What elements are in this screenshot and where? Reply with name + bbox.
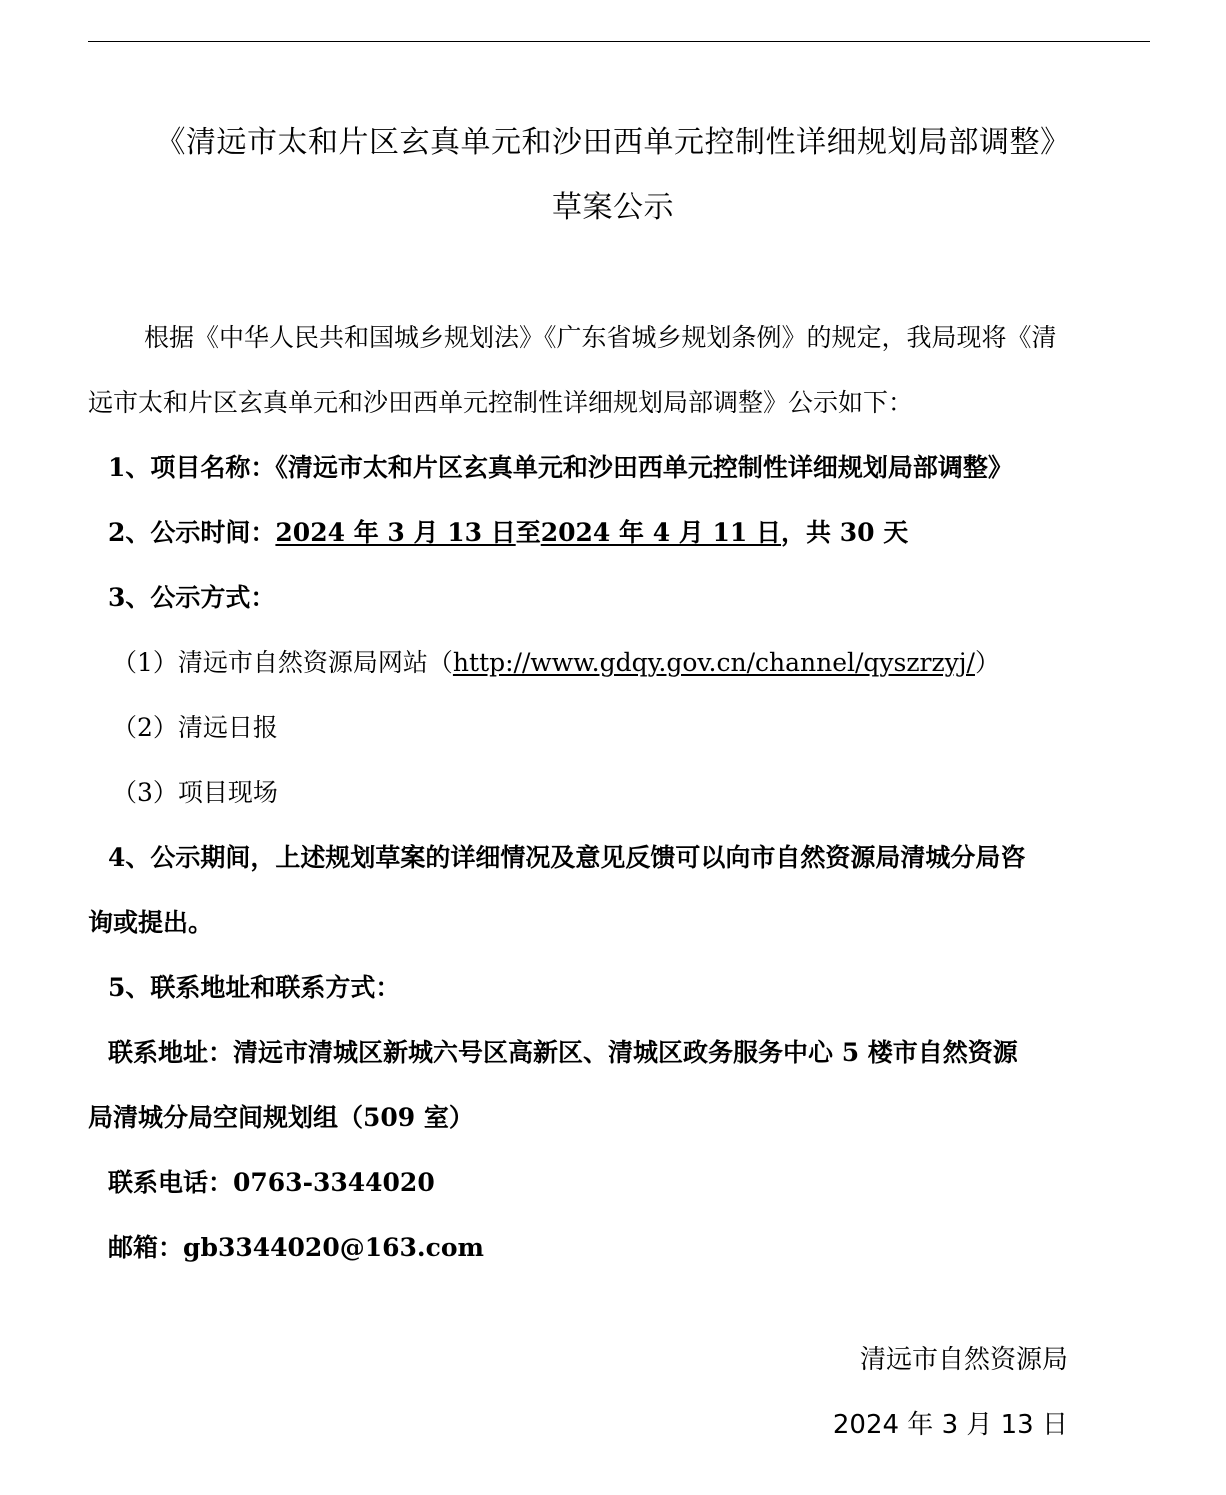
method-website-close: ） [974, 648, 1000, 677]
contact-phone: 联系电话：0763-3344020 [108, 1168, 435, 1197]
item-feedback-line-2: 询或提出。 [88, 908, 214, 937]
item-project-name: 1、项目名称：《清远市太和片区玄真单元和沙田西单元控制性详细规划局部调整》 [108, 453, 1013, 482]
method-site: （3）项目现场 [112, 778, 278, 807]
header-rule [88, 41, 1150, 42]
contact-email: 邮箱：gb3344020@163.com [108, 1233, 484, 1262]
method-website-label: （1）清远市自然资源局网站（ [112, 648, 453, 677]
signer-organization: 清远市自然资源局 [859, 1345, 1068, 1375]
intro-line-1: 根据《中华人民共和国城乡规划法》《广东省城乡规划条例》的规定，我局现将《清 [144, 323, 1057, 352]
contact-address-line-2: 局清城分局空间规划组（509 室） [88, 1103, 474, 1132]
website-link[interactable]: http://www.gdqy.gov.cn/channel/qyszrzyj/ [452, 648, 975, 677]
item-contact-heading: 5、联系地址和联系方式： [108, 973, 401, 1002]
item-publicity-methods: 3、公示方式： [108, 583, 276, 612]
item-feedback-line-1: 4、公示期间，上述规划草案的详细情况及意见反馈可以向市自然资源局清城分局咨 [108, 843, 1026, 872]
publicity-end-date: 2024 年 4 月 11 日 [540, 518, 782, 547]
publicity-to: 至 [515, 518, 541, 547]
title-line-2: 草案公示 [552, 190, 674, 225]
title-line-1: 《清远市太和片区玄真单元和沙田西单元控制性详细规划局部调整》 [155, 125, 1071, 160]
method-website [112, 646, 1000, 680]
item-publicity-time [108, 516, 908, 550]
publicity-start-date: 2024 年 3 月 13 日 [275, 518, 516, 547]
publicity-duration: ，共 30 天 [781, 518, 909, 547]
contact-address-line-1: 联系地址：清远市清城区新城六号区高新区、清城区政务服务中心 5 楼市自然资源 [108, 1038, 1018, 1067]
publicity-time-label: 2、公示时间： [108, 518, 276, 547]
intro-line-2: 远市太和片区玄真单元和沙田西单元控制性详细规划局部调整》公示如下： [88, 388, 914, 417]
signature-date: 2024 年 3 月 13 日 [832, 1410, 1068, 1440]
method-newspaper: （2）清远日报 [112, 713, 278, 742]
